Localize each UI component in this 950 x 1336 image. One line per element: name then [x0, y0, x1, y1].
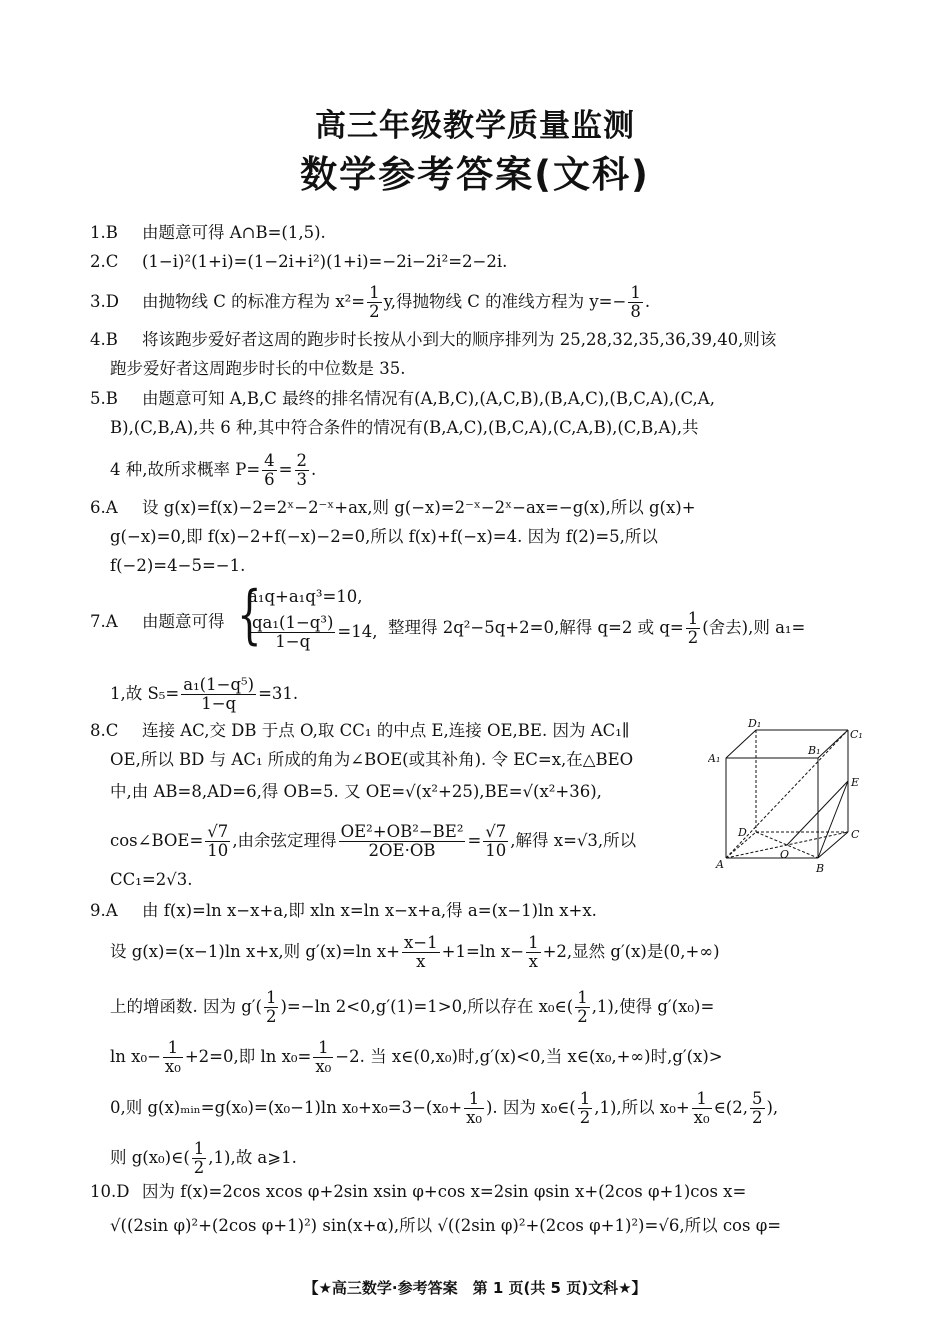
fraction: $\frac{1}{2}$	[193, 1139, 205, 1177]
answer-10	[90, 1180, 746, 1204]
answer-text: 连接 AC,交 DB 于点 O,取 CC₁ 的中点 E,连接 OE,BE. 因为 AC₁∥	[142, 721, 630, 740]
answer-number: 5.B	[90, 389, 118, 408]
answer-9-cont: ln x₀− $\frac{1}{\text{x₀}}$ +2=0,即 ln x₀= $\frac{1}{\text{x₀}}$ −2. 当 x∈(0,x₀)时,g′(x)<0,当 x∈(x₀,+∞)时,g′(x)>	[110, 1038, 723, 1076]
prism-figure	[708, 716, 868, 878]
answer-number: 8.C	[90, 721, 119, 740]
label-A: A	[716, 858, 724, 871]
label-B: B	[816, 862, 825, 875]
answer-number: 7.A	[90, 612, 118, 631]
answer-6	[90, 496, 696, 520]
fraction: $\frac{1}{\text{x₀}}$	[466, 1089, 482, 1127]
answer-8-cont: 中,由 AB=8,AD=6,得 OB=5. 又 OE=√(x²+25),BE=√(x²+36),	[110, 782, 602, 801]
fraction: $\frac{\text{OE²+OB²−BE²}}{2OE\cdot OB}$	[340, 822, 464, 860]
answer-text: 将该跑步爱好者这周的跑步时长按从小到大的顺序排列为 25,28,32,35,36,39,40,则该	[142, 330, 777, 349]
page-title: 高三年级教学质量监测	[315, 108, 635, 144]
fraction: $\frac{1}{2}$	[577, 988, 588, 1026]
answer-number: 6.A	[90, 498, 118, 517]
answer-number: 9.A	[90, 901, 118, 920]
answer-5-cont: 4 种,故所求概率 P= $\frac{4}{6}$ = $\frac{2}{3}$ .	[110, 451, 317, 489]
fraction: $\frac{√7}{10}$	[207, 822, 229, 860]
answer-6-cont: f(−2)=4−5=−1.	[110, 556, 246, 575]
fraction: $\frac{1}{2}$	[579, 1089, 591, 1127]
answer-number: 2.C	[90, 252, 119, 271]
fraction: $\frac{1}{2}$	[265, 988, 277, 1026]
answer-6-cont: g(−x)=0,即 f(x)−2+f(−x)−2=0,所以 f(x)+f(−x)=4. 因为 f(2)=5,所以	[110, 527, 658, 546]
label-A1: A₁	[708, 752, 721, 765]
answer-text: 由题意可得	[142, 612, 225, 631]
answer-3: 3.D 由抛物线 C 的标准方程为 x²= $\frac{1}{2}$ y,得抛物线 C 的准线方程为 y=− $\frac{1}{8}$ .	[90, 283, 651, 321]
answer-9-cont: 上的增函数. 因为 g′( $\frac{1}{2}$ )=−ln 2<0,g′(1)=1>0,所以存在 x₀∈( $\frac{1}{2}$ ,1),使得 g′(x₀)=	[110, 988, 715, 1026]
answer-4-cont: 跑步爱好者这周跑步时长的中位数是 35.	[110, 359, 406, 378]
answer-5-cont: B),(C,B,A),共 6 种,其中符合条件的情况有(B,A,C),(B,C,A),(C,A,B),(C,B,A),共	[110, 418, 699, 437]
label-O: O	[780, 848, 790, 861]
fraction: $\frac{\text{qa₁(1−q³)}}{1-q}$	[252, 613, 334, 651]
answer-8	[90, 719, 629, 743]
label-C: C	[851, 828, 860, 841]
fraction: $\frac{√7}{10}$	[485, 822, 507, 860]
label-E: E	[851, 776, 860, 789]
answer-9-cont: 则 g(x₀)∈( $\frac{1}{2}$ ,1),故 a⩾1.	[110, 1139, 297, 1177]
fraction: $\frac{1}{\text{x₀}}$	[693, 1089, 710, 1127]
answer-8-cont: CC₁=2√3.	[110, 870, 193, 889]
fraction: $\frac{x-1}{x}$	[403, 933, 438, 971]
answer-text: 由题意可知 A,B,C 最终的排名情况有(A,B,C),(A,C,B),(B,A,C),(B,C,A),(C,A,	[142, 389, 715, 408]
answer-number: 1.B	[90, 223, 118, 242]
fraction: $\frac{\text{a₁(1−q⁵)}}{1-q}$	[183, 675, 255, 713]
label-B1: B₁	[808, 744, 821, 757]
answer-text: 由 f(x)=ln x−x+a,即 xln x=ln x−x+a,得 a=(x−1)ln x+x.	[142, 901, 597, 920]
answer-text: 由抛物线 C 的标准方程为 x²=	[142, 292, 366, 311]
answer-9-cont: 0,则 g(x)ₘᵢₙ=g(x₀)=(x₀−1)ln x₀+x₀=3−(x₀+ $\frac{1}{\text{x₀}}$ ). 因为 x₀∈( $\frac{1}{2}$ ,1),所以 x₀+ $\frac{1}{\text{x₀}}$ ∈(2, $\frac{5}{2}$ ),	[110, 1089, 779, 1127]
answer-5	[90, 387, 715, 411]
answer-text: (1−i)²(1+i)=(1−2i+i²)(1+i)=−2i−2i²=2−2i.	[142, 252, 508, 271]
fraction: $\frac{1}{x}$	[528, 933, 539, 971]
answer-text: 设 g(x)=f(x)−2=2ˣ−2⁻ˣ+ax,则 g(−x)=2⁻ˣ−2ˣ−ax=−g(x),所以 g(x)+	[142, 498, 696, 517]
answer-2	[90, 250, 507, 274]
answer-text: 由题意可得 A∩B=(1,5).	[142, 223, 326, 242]
page-subtitle: 数学参考答案(文科)	[300, 153, 650, 196]
answer-4	[90, 328, 776, 352]
fraction: $\frac{1}{2}$	[687, 609, 699, 647]
label-D: D	[738, 826, 747, 839]
answer-7	[90, 610, 225, 634]
answer-8-cont: cos∠BOE= $\frac{√7}{10}$ ,由余弦定理得 $\frac{\text{OE²+OB²−BE²}}{2OE\cdot OB}$ = $\frac{√7}{10}$ ,解得 x=√3,所以	[110, 822, 637, 860]
fraction: $\frac{4}{6}$	[264, 451, 275, 489]
answer-8-cont: OE,所以 BD 与 AC₁ 所成的角为∠BOE(或其补角). 令 EC=x,在△BEO	[110, 750, 634, 769]
answer-text: 因为 f(x)=2cos xcos φ+2sin xsin φ+cos x=2sin φsin x+(2cos φ+1)cos x=	[142, 1182, 747, 1201]
fraction: $\frac{1}{8}$	[630, 283, 641, 321]
fraction: $\frac{1}{\text{x₀}}$	[164, 1038, 181, 1076]
fraction: $\frac{1}{2}$	[369, 283, 380, 321]
system-eq-2: $\frac{\text{qa₁(1−q³)}}{1-q}$ =14,	[252, 613, 378, 651]
answer-number: 4.B	[90, 330, 118, 349]
fraction: $\frac{2}{3}$	[296, 451, 307, 489]
answer-number: 3.D	[90, 292, 119, 311]
fraction: $\frac{5}{2}$	[752, 1089, 763, 1127]
answer-9-cont: 设 g(x)=(x−1)ln x+x,则 g′(x)=ln x+ $\frac{x-1}{x}$ +1=ln x− $\frac{1}{x}$ +2,显然 g′(x)是(0,+∞)	[110, 933, 720, 971]
answer-9	[90, 899, 597, 923]
answer-7-cont: 1,故 S₅= $\frac{\text{a₁(1−q⁵)}}{1-q}$ =31.	[110, 675, 299, 713]
page-footer: 【★高三数学·参考答案 第 1 页(共 5 页)文科★】	[303, 1279, 647, 1297]
label-C1: C₁	[850, 728, 863, 741]
answer-1	[90, 221, 326, 245]
answer-7-mid: 整理得 2q²−5q+2=0,解得 q=2 或 q= $\frac{1}{2}$ (舍去),则 a₁=	[388, 609, 806, 647]
label-D1: D₁	[748, 717, 762, 730]
system-brace: {	[237, 578, 262, 652]
answer-text: y,得抛物线 C 的准线方程为 y=−	[383, 292, 627, 311]
answer-10-cont: √((2sin φ)²+(2cos φ+1)²) sin(x+α),所以 √((2sin φ)²+(2cos φ+1)²)=√6,所以 cos φ=	[110, 1216, 782, 1235]
fraction: $\frac{1}{\text{x₀}}$	[315, 1038, 332, 1076]
answer-number: 10.D	[90, 1182, 130, 1201]
system-eq-1: a₁q+a₁q³=10,	[248, 587, 363, 606]
